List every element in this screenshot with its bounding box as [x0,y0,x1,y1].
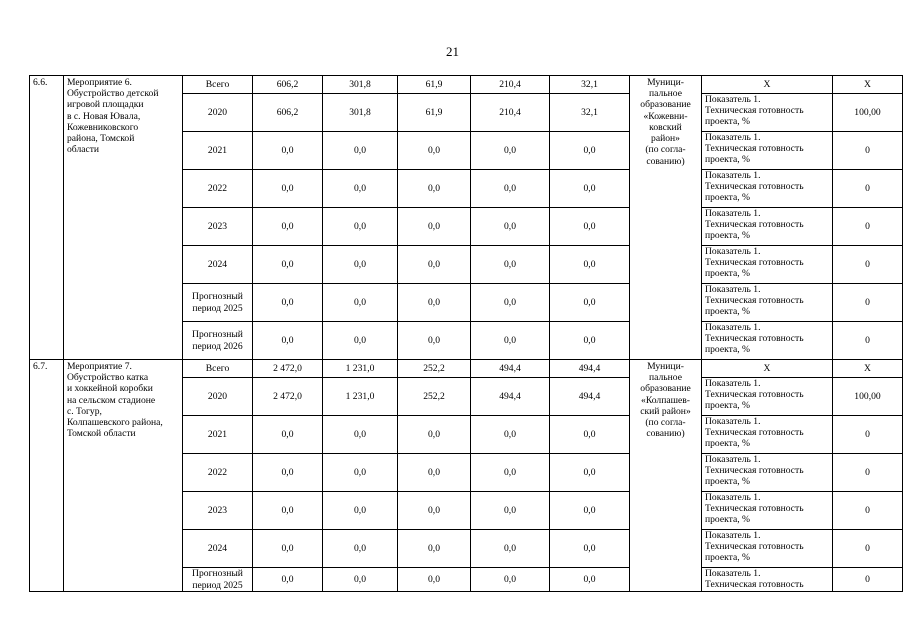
funding-value: 0,0 [253,132,323,170]
year-cell [183,76,253,94]
funding-value: 0,0 [253,416,323,454]
funding-value: 0,0 [398,322,471,360]
executor-cell [630,76,702,360]
year-cell-line: период 2025 [192,579,243,591]
funding-value: 0,0 [323,492,398,530]
indicator-cell-line: Показатель 1. [705,492,761,503]
funding-value: 32,1 [550,94,630,132]
indicator-cell-line: проекта, % [705,154,750,166]
funding-value: 252,2 [398,378,471,416]
activity-title-line: в с. Новая Ювала, [67,110,141,122]
year-cell-line: 2024 [207,542,228,554]
funding-value: 0,0 [253,208,323,246]
funding-value: 0,0 [323,416,398,454]
year-cell-line: 2023 [207,220,228,232]
funding-value: 0,0 [398,454,471,492]
year-cell-line: 2021 [207,144,228,156]
funding-value: 0,0 [550,322,630,360]
executor-cell-line: Муници- [647,77,684,88]
year-cell [183,568,253,592]
indicator-value: 0 [833,416,903,454]
indicator-cell [702,568,833,592]
funding-value: 0,0 [550,132,630,170]
funding-value: 0,0 [550,284,630,322]
funding-value: 301,8 [323,76,398,94]
funding-value: 0,0 [471,132,550,170]
indicator-cell-line: проекта, % [705,306,750,318]
executor-cell-line: сованию) [646,155,685,167]
year-cell-line: 2020 [207,106,228,118]
indicator-value: 0 [833,492,903,530]
funding-value: 0,0 [323,284,398,322]
indicator-cell-line: Показатель 1. [705,170,761,181]
indicator-value: 100,00 [833,378,903,416]
indicator-cell [702,360,833,378]
indicator-cell-line: Х [763,78,771,90]
funding-value: 606,2 [253,76,323,94]
indicator-cell-line: проекта, % [705,230,750,242]
funding-value: 0,0 [550,246,630,284]
activity-title [64,360,183,592]
year-cell [183,360,253,378]
indicator-cell-line: проекта, % [705,344,750,356]
activity-title [64,76,183,360]
executor-cell-line: «Кожевни- [643,110,688,122]
indicator-cell-line: проекта, % [705,476,750,488]
year-cell-line: Прогнозный [192,329,243,341]
table-body [30,76,903,592]
year-cell-line: 2021 [207,428,228,440]
indicator-cell-line: Техническая готовность [705,503,804,515]
year-cell [183,416,253,454]
indicator-value: 0 [833,322,903,360]
activity-title-line: Томской области [67,428,136,440]
funding-value: 0,0 [550,568,630,592]
indicator-cell-line: Техническая готовность [705,333,804,345]
year-cell [183,492,253,530]
funding-value: 301,8 [323,94,398,132]
funding-value: 0,0 [471,492,550,530]
activity-title-line: Обустройство катка [67,372,149,384]
funding-value: 0,0 [323,132,398,170]
funding-value: 210,4 [471,76,550,94]
year-cell [183,132,253,170]
funding-value: 0,0 [550,416,630,454]
indicator-value: 0 [833,170,903,208]
activity-title-line: и хоккейной коробки [67,383,153,395]
executor-cell-line: пальное [649,372,682,384]
indicator-cell [702,454,833,492]
indicator-value: 0 [833,530,903,568]
funding-value: 0,0 [398,170,471,208]
indicator-cell-line: проекта, % [705,438,750,450]
indicator-cell [702,246,833,284]
indicator-cell-line: проекта, % [705,116,750,128]
indicator-cell-line: Показатель 1. [705,378,761,389]
indicator-cell [702,132,833,170]
executor-cell-line: район» [651,133,680,145]
funding-value: 0,0 [471,322,550,360]
year-cell-line: период 2026 [192,340,243,352]
year-cell-line: Прогнозный [192,291,243,303]
funding-value: 0,0 [398,284,471,322]
year-cell-line: период 2025 [192,302,243,314]
year-cell [183,454,253,492]
funding-value: 0,0 [323,170,398,208]
activity-title-line: Обустройство детской [67,88,159,100]
funding-value: 0,0 [550,170,630,208]
funding-value: 0,0 [471,454,550,492]
year-cell-line: 2020 [207,390,228,402]
indicator-cell [702,530,833,568]
indicator-value: 0 [833,568,903,592]
year-cell [183,246,253,284]
executor-cell-line: Муници- [647,361,684,372]
funding-value: 0,0 [398,246,471,284]
funding-value: 0,0 [253,246,323,284]
indicator-value: 0 [833,246,903,284]
funding-value: 61,9 [398,94,471,132]
indicator-cell-line: Техническая готовность [705,181,804,193]
year-cell-line: Всего [205,78,230,90]
activity-title-line: Колпашевского района, [67,417,163,429]
page-number: 21 [446,44,459,59]
indicator-cell [702,170,833,208]
indicator-cell-line: Техническая готовность [705,219,804,231]
funding-value: 0,0 [471,170,550,208]
indicator-cell-line: проекта, % [705,514,750,526]
funding-value: 0,0 [253,492,323,530]
indicator-cell-line: проекта, % [705,552,750,564]
indicator-cell [702,416,833,454]
activity-title-line: Мероприятие 6. [67,77,132,88]
indicator-cell-line: Показатель 1. [705,530,761,541]
funding-value: 2 472,0 [253,378,323,416]
indicator-value: 0 [833,132,903,170]
executor-cell-line: «Колпашев- [641,394,690,406]
executor-cell [630,360,702,592]
funding-value: 1 231,0 [323,378,398,416]
executor-cell-line: пальное [649,88,682,100]
funding-value: 0,0 [323,568,398,592]
funding-value: 0,0 [550,530,630,568]
year-cell [183,284,253,322]
funding-value: 494,4 [471,378,550,416]
year-cell [183,94,253,132]
funding-value: 494,4 [471,360,550,378]
activity-title-line: района, Томской [67,133,135,145]
indicator-cell-line: Показатель 1. [705,132,761,143]
indicator-value: 0 [833,454,903,492]
activity-code: 6.6. [30,76,64,360]
funding-value: 0,0 [550,208,630,246]
funding-value: 606,2 [253,94,323,132]
indicator-cell-line: Показатель 1. [705,416,761,427]
funding-value: 0,0 [398,208,471,246]
year-cell [183,378,253,416]
activity-title-line: на сельском стадионе [67,394,156,406]
funding-value: 494,4 [550,378,630,416]
year-cell [183,208,253,246]
indicator-value: Х [833,76,903,94]
indicator-cell-line: Техническая готовность [705,143,804,155]
funding-value: 0,0 [471,284,550,322]
funding-value: 1 231,0 [323,360,398,378]
funding-value: 0,0 [471,208,550,246]
indicator-cell-line: проекта, % [705,192,750,204]
executor-cell-line: сованию) [646,428,685,440]
funding-value: 0,0 [471,416,550,454]
funding-value: 61,9 [398,76,471,94]
indicator-cell-line: Показатель 1. [705,94,761,105]
executor-cell-line: (по согла- [645,417,686,429]
funding-value: 0,0 [471,568,550,592]
indicator-cell [702,94,833,132]
indicator-cell-line: Техническая готовность [705,541,804,553]
executor-cell-line: образование [640,99,691,111]
year-cell-line: Всего [205,362,230,374]
funding-value: 0,0 [323,322,398,360]
funding-value: 0,0 [253,454,323,492]
indicator-cell [702,284,833,322]
funding-value: 0,0 [323,454,398,492]
activity-title-line: Мероприятие 7. [67,361,132,372]
year-cell [183,170,253,208]
activity-title-line: с. Тогур, [67,405,102,417]
indicator-cell [702,378,833,416]
funding-value: 2 472,0 [253,360,323,378]
funding-value: 0,0 [550,492,630,530]
indicator-cell-line: Показатель 1. [705,208,761,219]
indicator-cell [702,76,833,94]
year-cell [183,322,253,360]
funding-value: 0,0 [398,568,471,592]
indicator-cell-line: Показатель 1. [705,284,761,295]
funding-value: 252,2 [398,360,471,378]
funding-value: 0,0 [253,568,323,592]
activity-title-line: Кожевниковского [67,121,139,133]
year-cell-line: 2023 [207,504,228,516]
indicator-cell-line: Техническая готовность [705,105,804,117]
table-row [30,76,903,94]
funding-value: 494,4 [550,360,630,378]
executor-cell-line: образование [640,383,691,395]
funding-value: 32,1 [550,76,630,94]
activity-code: 6.7. [30,360,64,592]
indicator-value: 0 [833,284,903,322]
funding-value: 0,0 [323,208,398,246]
activity-title-line: игровой площадки [67,99,144,111]
funding-value: 0,0 [323,530,398,568]
year-cell [183,530,253,568]
executor-cell-line: ковский [649,121,682,133]
indicator-cell-line: Показатель 1. [705,568,761,579]
table-row [30,360,903,378]
funding-value: 0,0 [398,132,471,170]
indicator-cell-line: проекта, % [705,268,750,280]
indicator-cell-line: Техническая готовность [705,427,804,439]
year-cell-line: Прогнозный [192,568,243,580]
indicator-value: 100,00 [833,94,903,132]
executor-cell-line: (по согла- [645,144,686,156]
indicator-cell-line: Показатель 1. [705,322,761,333]
funding-value: 0,0 [323,246,398,284]
indicator-cell [702,322,833,360]
activity-title-line: области [67,144,100,156]
indicator-cell-line: проекта, % [705,400,750,412]
indicator-cell-line: Техническая готовность [705,579,804,591]
funding-value: 0,0 [253,322,323,360]
indicator-cell-line: Показатель 1. [705,454,761,465]
funding-value: 0,0 [398,492,471,530]
indicator-cell-line: Показатель 1. [705,246,761,257]
indicator-cell [702,208,833,246]
year-cell-line: 2022 [207,466,228,478]
indicator-cell-line: Техническая готовность [705,465,804,477]
funding-value: 0,0 [253,530,323,568]
funding-value: 0,0 [398,530,471,568]
year-cell-line: 2022 [207,182,228,194]
funding-value: 0,0 [471,246,550,284]
funding-value: 0,0 [398,416,471,454]
year-cell-line: 2024 [207,258,228,270]
funding-value: 0,0 [471,530,550,568]
program-activities-table [29,75,903,592]
indicator-value: 0 [833,208,903,246]
funding-value: 210,4 [471,94,550,132]
indicator-cell-line: Техническая готовность [705,295,804,307]
indicator-cell-line: Техническая готовность [705,257,804,269]
funding-value: 0,0 [550,454,630,492]
funding-value: 0,0 [253,284,323,322]
indicator-cell-line: Х [763,362,771,374]
indicator-cell [702,492,833,530]
funding-value: 0,0 [253,170,323,208]
indicator-cell-line: Техническая готовность [705,389,804,401]
indicator-value: Х [833,360,903,378]
executor-cell-line: ский район» [640,405,691,417]
